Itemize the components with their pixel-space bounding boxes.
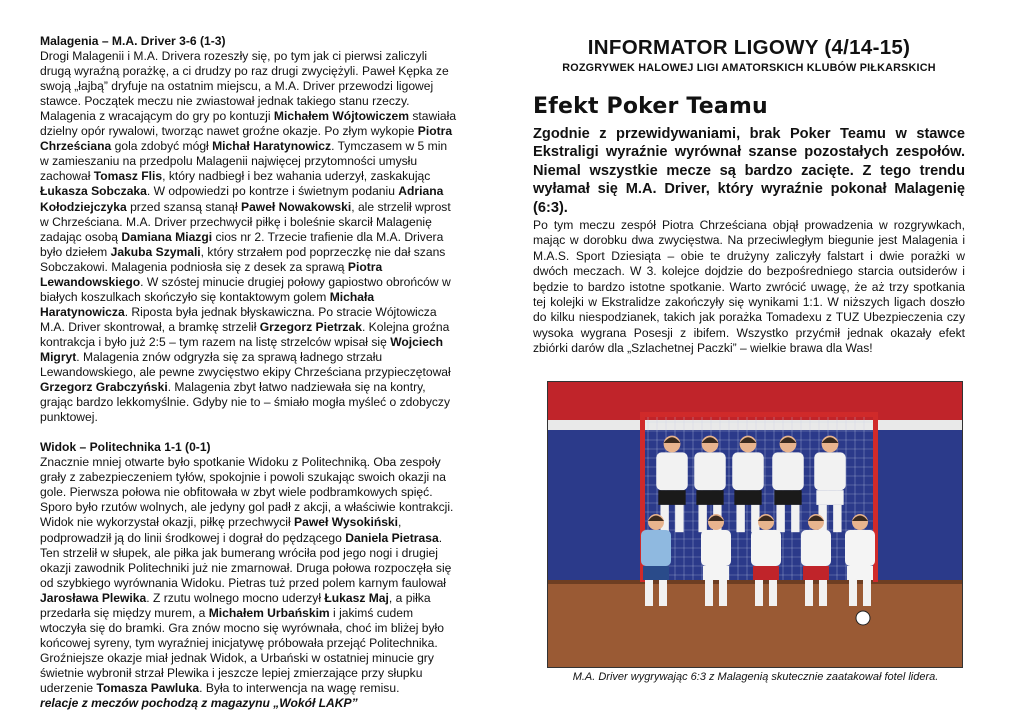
match2-line: świetnie wybronił strzał Plewika i jeszcze lepiej zmierzające przy słupku: [40, 665, 423, 680]
match1-line: w Chrześciana. M.A. Driver przechwycił piłkę i boleśnie skarcił Malagenię: [40, 214, 432, 229]
player-name: Michał Haratynowicz: [212, 139, 332, 154]
source-note: relacje z meczów pochodzą z magazynu „Wokół LAKP”: [40, 696, 358, 711]
player-name: Piotra: [417, 124, 453, 139]
player-name: Łukasza Sobczaka: [40, 184, 147, 199]
banner-band: [548, 420, 962, 430]
match2-line: Sporo było rzutów wolnych, ale jedyny gol padł z akcji, a właściwie kontrakcji.: [40, 500, 454, 515]
match2-heading: Widok – Politechnika 1-1 (0-1): [40, 440, 211, 455]
match1-line: Kołodziejczyka przed szansą stanął Paweł Nowakowski, ale strzelił wprost: [40, 199, 451, 214]
match1-line: zadając osobą Damiana Miazgi cios nr 2. Trzecie trafienie dla M.A. Drivera: [40, 229, 444, 244]
player-name: Daniela Pietrasa: [345, 530, 439, 545]
match1-line: było dziełem Jakuba Szymali, który strzałem pod poprzeczkę nie dał szans: [40, 244, 446, 259]
football: [856, 611, 870, 625]
match1-line: Sobczakowi. Malagenia podniosła się z desek za sprawą Piotra: [40, 259, 383, 274]
team-photo-illustration: [548, 382, 962, 667]
player-name: Adriana: [398, 184, 444, 199]
match2-line: Jarosława Plewika. Z rzutu wolnego mocno uderzył Łukasz Maj, a piłka: [40, 590, 431, 605]
match1-line: kontrakcja i było już 2:5 – tym razem na listę strzelców wpisał się Wojciech: [40, 334, 444, 349]
match1-line: zachował Tomasz Flis, który nadbiegł i bez wahania uderzył, zaskakując: [40, 169, 431, 184]
match2-line: gole. Pierwsza połowa nie obfitowała w zbyt wiele podbramkowych spięć.: [40, 485, 433, 500]
match1-line: Łukasza Sobczaka. W odpowiedzi po kontrze i świetnym podaniu Adriana: [40, 184, 444, 199]
player-name: Kołodziejczyka: [40, 199, 127, 214]
match2-line: podprowadził ją do linii środkowej i dograł do pędzącego Daniela Pietrasa.: [40, 530, 443, 545]
match1-report: [40, 49, 480, 425]
player-name: Jarosława Plewika: [40, 590, 147, 605]
player-name: Paweł Nowakowski: [241, 199, 352, 214]
player-name: Tomasz Flis: [93, 169, 163, 184]
match2-line: Groźniejsze okazje miał jednak Widok, a Urbański w ostatniej minucie gry: [40, 650, 434, 665]
match2-line: Znacznie mniej otwarte było spotkanie Widoku z Politechniką. Oba zespoły: [40, 455, 441, 470]
player-name: Chrześciana: [40, 139, 112, 154]
match2-line: końcowej syreny, tym wyraźniej inicjatywę próbowała przejąć Politechnika.: [40, 635, 438, 650]
match2-line: grały z zabezpieczeniem tyłów, spokojnie i powoli szukając swoich okazji na: [40, 470, 447, 485]
player-name: Michałem Urbańskim: [208, 605, 330, 620]
match-reports-column: [40, 34, 480, 711]
player-name: Jakuba Szymali: [110, 244, 201, 259]
player-name: Łukasz Maj: [324, 590, 389, 605]
match2-line: przedarła się między murem, a Michałem Urbańskim i jakimś cudem: [40, 605, 414, 620]
article-body: Po tym meczu zespół Piotra Chrześciana objął prowadzenia w rozgrywkach, mając w dorobku dwa zwycięstwa. Na przeciwległym biegunie jest Malagenia i M.A.S. Sport Dziesiąta – obie te drużyny zaliczyły falstart i dwie porażki w dwóch meczach. W 3. kolejce dojdzie do bezpośredniego starcia outsiderów i będzie to bardzo istotne spotkanie. Warto zwrócić uwagę, że aż trzy spotkania tej kolejki w Ekstralidze zakończyły się wynikami 1:1. W niższych ligach doszło do kilku niespodzianek, takich jak porażka Tomadexu z TUZ Ubezpieczenia czy wysoka wygrana Posesji z ibifem. Wszystko przyćmił jednak okazały efekt zbiórki darów dla „Szlachetnej Paczki” – wielkie brawa dla Was!: [533, 218, 965, 356]
masthead-title: INFORMATOR LIGOWY (4/14-15): [587, 36, 911, 59]
photo-caption: M.A. Driver wygrywając 6:3 z Malagenią skutecznie zaatakował fotel lidera.: [572, 671, 939, 683]
player-name: Lewandowskiego: [40, 274, 141, 289]
player-name: Wojciech: [390, 334, 444, 349]
match1-line: Grzegorz Grabczyński. Malagenia zbyt łatwo nadziewała się na kontry,: [40, 380, 426, 395]
match1-line: Haratynowicza. Riposta była jednak błyskawiczna. Po stracie Wójtowicza: [40, 304, 437, 319]
match1-line: Malagenia z wracającym do gry po kontuzji Michałem Wójtowiczem stawiała: [40, 109, 457, 124]
article-lead: Zgodnie z przewidywaniami, brak Poker Teamu w stawce Ekstraligi wyraźnie wyrównał szanse pozostałych zespołów. Niemal wszystkie mecze są bardzo zacięte. Z tego trendu wyłamał się M.A. Driver, który wyraźnie pokonał Malagenię (6:3).: [533, 126, 965, 216]
match2-report: [40, 455, 480, 696]
match1-line: Drogi Malagenii i M.A. Drivera rozeszły się, po tym jak ci pierwsi zaliczyli: [40, 49, 428, 64]
player-name: Migryt: [40, 349, 77, 364]
player-name: Tomasza Pawluka: [96, 680, 200, 695]
match2-line: okazji zawodnik Politechniki już nie zmarnował. Druga połowa rozpoczęła się: [40, 560, 452, 575]
match2-line: wtoczyła się do bramki. Gra znów mocno się wyrównała, choć im bliżej było: [40, 620, 444, 635]
match2-line: Widok nie wykorzystał okazji, piłkę przechwycił Paweł Wysokiński,: [40, 515, 402, 530]
match1-line: grając bardzo lekkomyślnie. Gdyby nie to – śmiało mogła myśleć o zdobyczy: [40, 395, 451, 410]
player-name: Michałem Wójtowiczem: [273, 109, 409, 124]
match1-line: drugą wyraźną porażkę, a ci drudzy po raz drugi zwyciężyli. Paweł Kępka ze: [40, 64, 449, 79]
team-photo: [547, 381, 963, 668]
match1-line: Chrześciana gola zdobyć mógł Michał Haratynowicz. Tymczasem w 5 min: [40, 139, 448, 154]
masthead-subtitle: ROZGRYWEK HALOWEJ LIGI AMATORSKICH KLUBÓW PIŁKARSKICH: [562, 62, 936, 74]
match1-line: w zamieszaniu na przedpolu Malagenii najwięcej przytomności umysłu: [40, 154, 418, 169]
match1-line: dzielny opór rywalowi, tworząc nawet groźne okazje. Po złym wykopie Piotra: [40, 124, 453, 139]
match1-line: Lewandowskiego, ale pewne zwycięstwo ekipy Chrześciana przypieczętował: [40, 365, 451, 380]
match1-heading: Malagenia – M.A. Driver 3-6 (1-3): [40, 34, 226, 48]
match1-line: swoją „łajbą” dryfuje na ostatnim miejscu, a M.A. Driver przewodzi ligowej: [40, 79, 434, 94]
player-name: Michała: [329, 289, 375, 304]
match1-line: Lewandowskiego. W szóstej minucie drugiej połowy gapiostwo obrońców w: [40, 274, 451, 289]
player-name: Damiana Miazgi: [121, 229, 213, 244]
match1-line: białych koszulkach skończyło się kontaktowym golem Michała: [40, 289, 375, 304]
match1-line: stawce. Początek meczu nie zwiastował jednak takiego stanu rzeczy.: [40, 94, 410, 109]
article-headline: Efekt Poker Teamu: [533, 94, 768, 119]
match1-line: M.A. Driver skontrował, a bramkę strzelił Grzegorz Pietrzak. Kolejna groźna: [40, 319, 450, 334]
match1-line: Migryt. Malagenia znów odgryzła się za sprawą ładnego strzału: [40, 349, 383, 364]
match1-line: punktowej.: [40, 410, 98, 425]
match2-line: Ten strzelił w słupek, ale piłka jak bumerang wróciła pod jego nogi i drugiej: [40, 545, 438, 560]
player-name: Haratynowicza: [40, 304, 125, 319]
player-name: Grzegorz Grabczyński: [40, 380, 168, 395]
match2-line: uderzenie Tomasza Pawluka. Była to interwencja na wagę remisu.: [40, 680, 400, 695]
match2-line: od szybkiego wyrównania Widoku. Pietras tuż przed polem karnym faulował: [40, 575, 446, 590]
player-name: Grzegorz Pietrzak: [259, 319, 362, 334]
player-name: Piotra: [347, 259, 383, 274]
front-article: [533, 34, 965, 357]
player-name: Paweł Wysokiński: [294, 515, 399, 530]
